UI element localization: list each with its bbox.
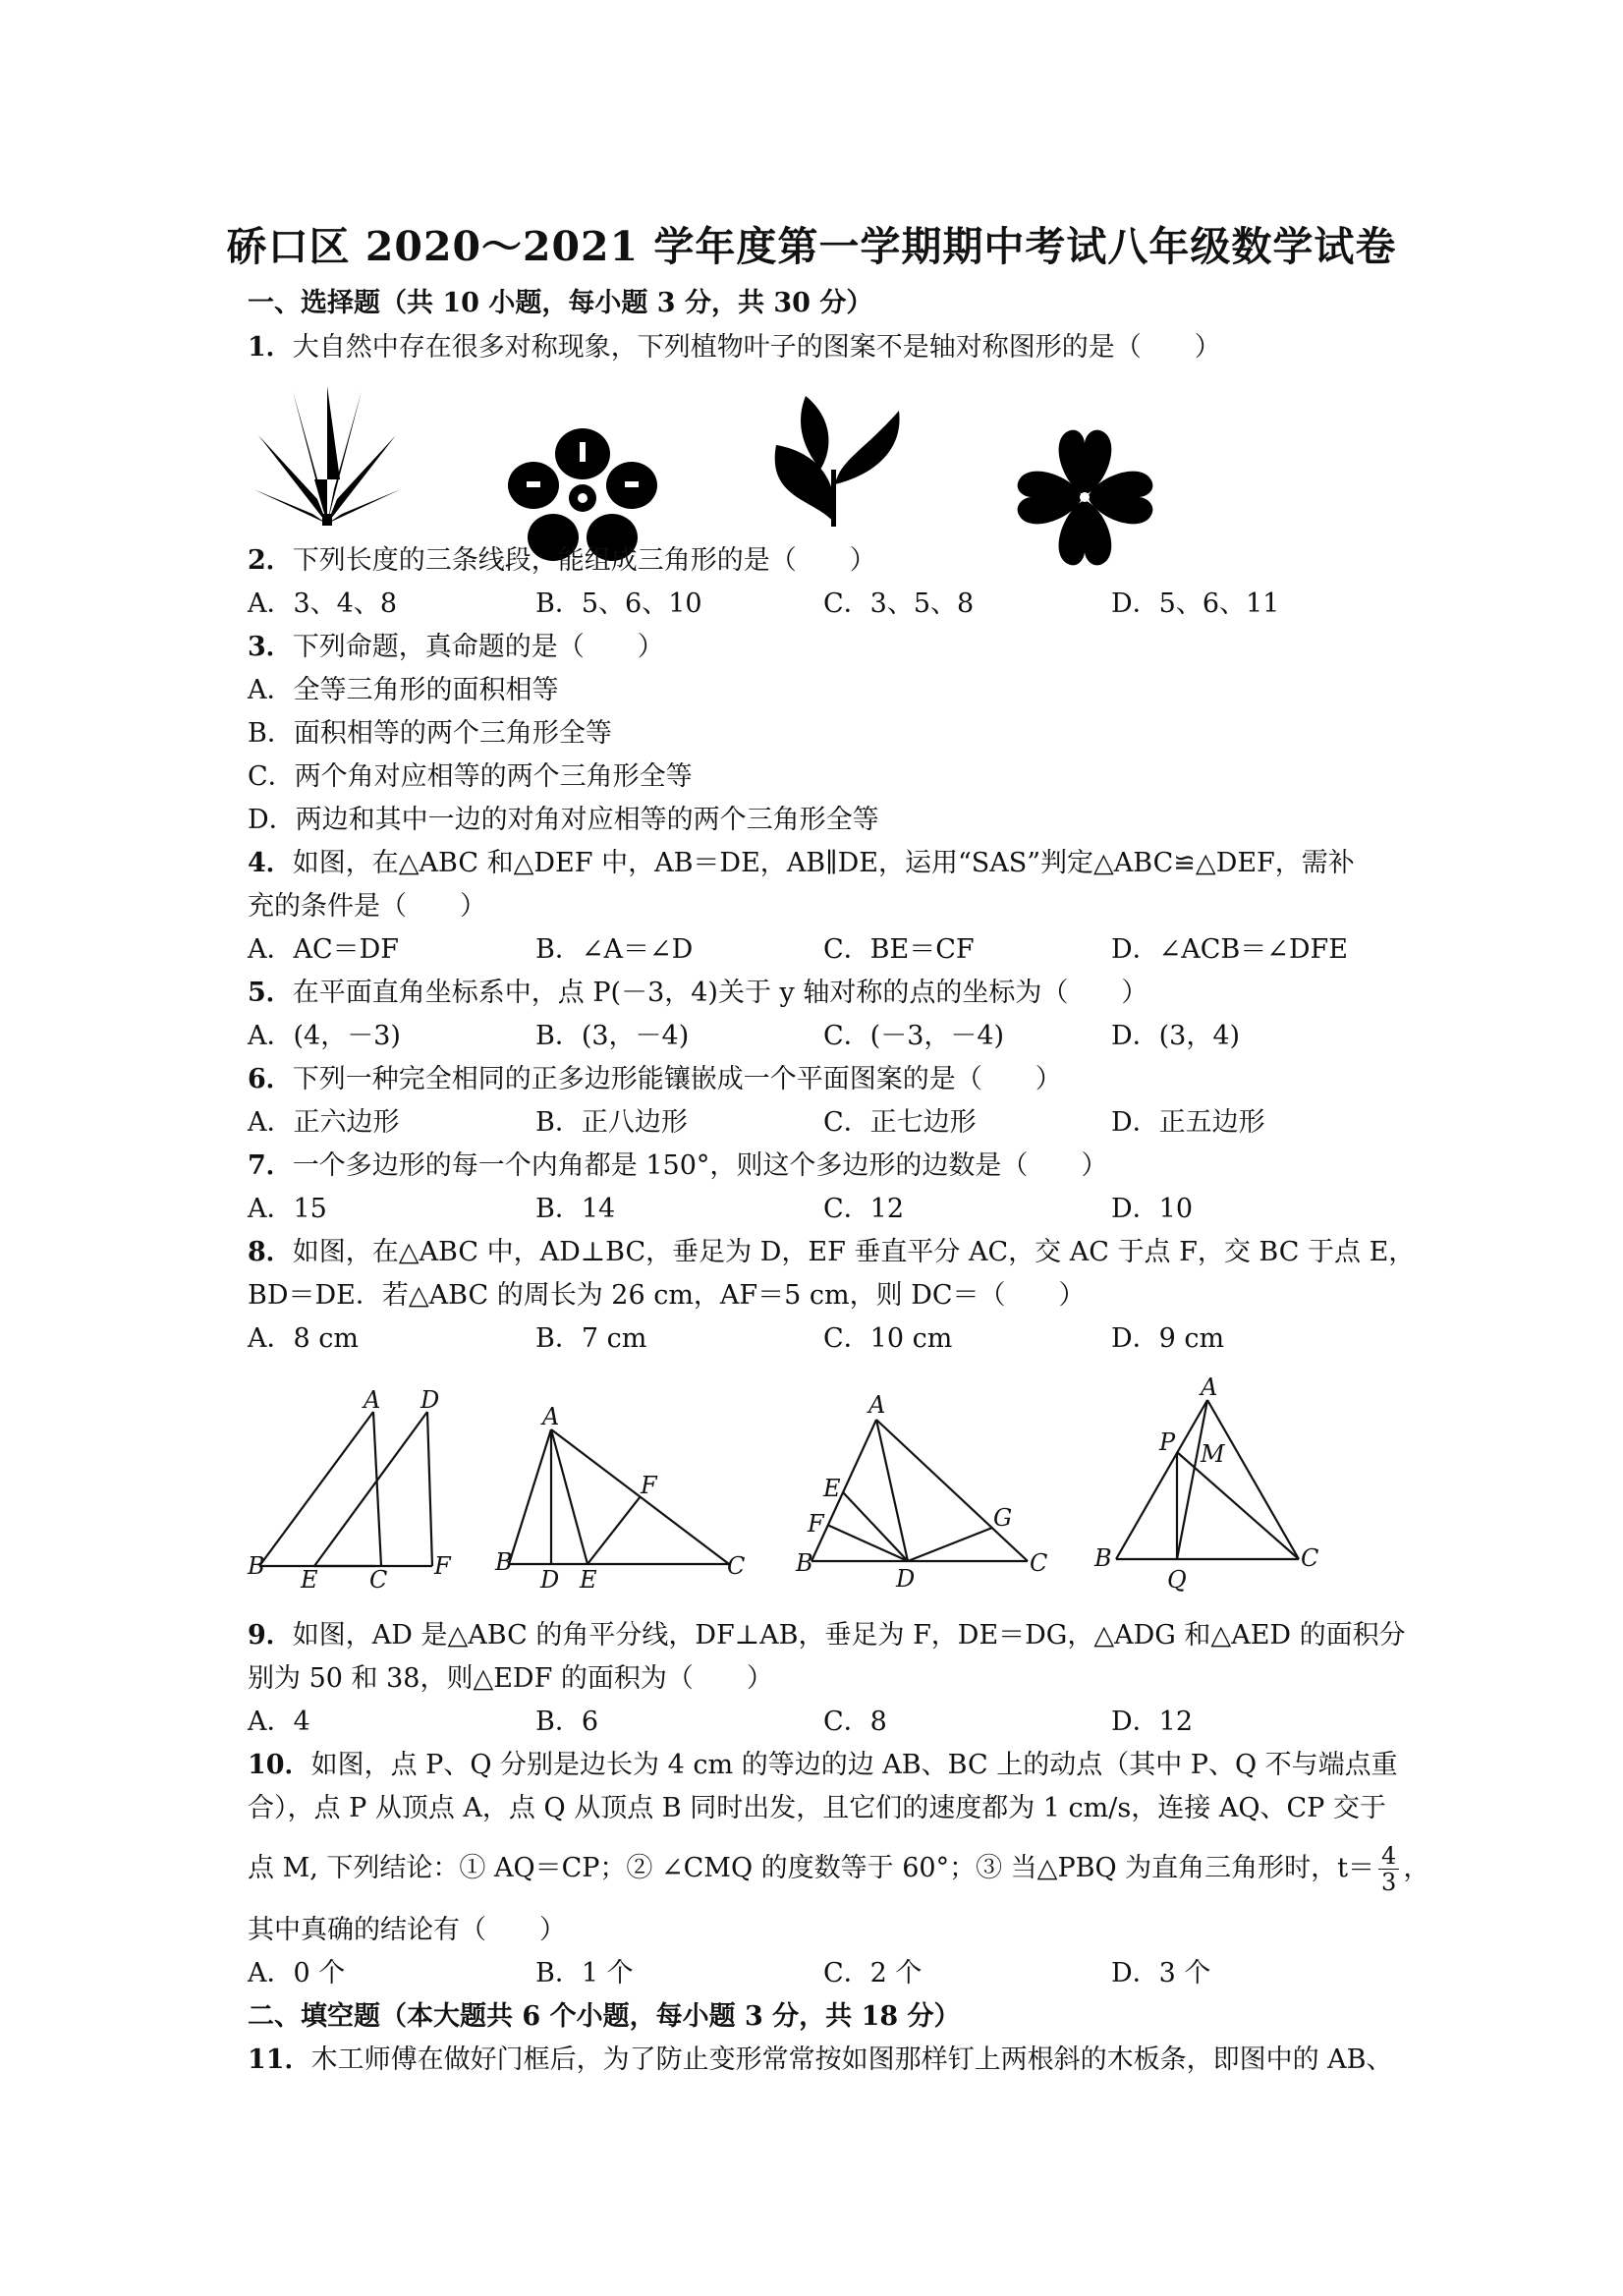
leaf-image-c bbox=[766, 391, 904, 529]
leaf-image-d bbox=[1014, 426, 1156, 569]
option-c: C．3、5、8 bbox=[823, 588, 975, 619]
question-number: 2． bbox=[248, 545, 293, 576]
label-a: A bbox=[1201, 1373, 1218, 1401]
question-text: 大自然中存在很多对称现象，下列植物叶子的图案不是轴对称图形的是（ ） bbox=[292, 332, 1221, 363]
question-10-cont-1: 合），点 P 从顶点 A，点 Q 从顶点 B 同时出发，且它们的速度都为 1 cm/s，连接 AQ、CP 交于 bbox=[248, 1793, 1386, 1823]
question-10-cont-3: 其中真确的结论有（ ） bbox=[248, 1915, 566, 1945]
label-f: F bbox=[808, 1510, 824, 1538]
option-c: C．BE＝CF bbox=[823, 934, 975, 965]
option-b: B．面积相等的两个三角形全等 bbox=[248, 718, 612, 749]
question-4 bbox=[248, 846, 1355, 881]
figure-q9 bbox=[786, 1380, 1071, 1596]
question-10-cont-2 bbox=[248, 1843, 1429, 1895]
punctuation: ， bbox=[1403, 1853, 1430, 1883]
question-number: 11． bbox=[248, 2044, 311, 2075]
question-9-cont: 别为 50 和 38，则△EDF 的面积为（ ） bbox=[248, 1663, 773, 1694]
label-b: B bbox=[796, 1549, 813, 1577]
question-text: 点 M, 下列结论：① AQ＝CP；② ∠CMQ 的度数等于 60°；③ 当△PBQ 为直角三角形时，t＝ bbox=[248, 1853, 1375, 1883]
label-c: C bbox=[1030, 1549, 1048, 1577]
label-d: D bbox=[540, 1566, 560, 1594]
label-q: Q bbox=[1167, 1566, 1187, 1594]
figure-q10 bbox=[1091, 1368, 1336, 1603]
label-e: E bbox=[301, 1566, 318, 1594]
question-text: 如图，在△ABC 中，AD⊥BC，垂足为 D，EF 垂直平分 AC，交 AC 于点 F，交 BC 于点 E， bbox=[292, 1237, 1416, 1267]
option-b: B．6 bbox=[535, 1707, 599, 1737]
question-4-cont: 充的条件是（ ） bbox=[248, 891, 486, 922]
question-number: 4． bbox=[248, 848, 293, 878]
option-a: A．(4，－3) bbox=[248, 1021, 401, 1051]
exam-title: 硚口区 2020～2021 学年度第一学期期中考试八年级数学试卷 bbox=[226, 223, 1397, 270]
option-c: C．2 个 bbox=[823, 1958, 923, 1988]
label-d: D bbox=[420, 1386, 440, 1414]
label-a: A bbox=[542, 1403, 560, 1430]
option-d: D．3 个 bbox=[1111, 1958, 1211, 1988]
question-text: 下列命题，真命题的是（ ） bbox=[292, 632, 664, 662]
label-d: D bbox=[896, 1565, 916, 1593]
option-d: D．9 cm bbox=[1111, 1323, 1225, 1354]
option-c: C．10 cm bbox=[823, 1323, 953, 1354]
label-a: A bbox=[868, 1391, 886, 1419]
label-p: P bbox=[1159, 1428, 1176, 1456]
figure-q4 bbox=[244, 1385, 460, 1594]
label-m: M bbox=[1201, 1440, 1225, 1468]
option-a: A．全等三角形的面积相等 bbox=[248, 675, 559, 705]
option-c: C．(－3，－4) bbox=[823, 1021, 1005, 1051]
option-b: B．(3，－4) bbox=[535, 1021, 690, 1051]
question-3 bbox=[248, 630, 664, 665]
question-11 bbox=[248, 2043, 1393, 2078]
question-text: 下列一种完全相同的正多边形能镶嵌成一个平面图案的是（ ） bbox=[292, 1064, 1062, 1094]
label-f: F bbox=[641, 1472, 657, 1499]
label-b: B bbox=[495, 1548, 513, 1576]
question-number: 9． bbox=[248, 1620, 293, 1651]
question-number: 3． bbox=[248, 632, 293, 662]
label-a: A bbox=[364, 1386, 381, 1414]
option-a: A．AC＝DF bbox=[248, 934, 400, 965]
option-c: C．8 bbox=[823, 1707, 887, 1737]
label-c: C bbox=[1301, 1544, 1319, 1572]
option-a: A．正六边形 bbox=[248, 1107, 400, 1138]
question-text: 如图，AD 是△ABC 的角平分线，DF⊥AB，垂足为 F，DE＝DG，△ADG 和△AED 的面积分 bbox=[292, 1620, 1406, 1651]
question-9 bbox=[248, 1618, 1406, 1653]
option-d: D．10 bbox=[1111, 1194, 1194, 1224]
question-10 bbox=[248, 1748, 1398, 1783]
question-2 bbox=[248, 543, 876, 579]
option-a: A．8 cm bbox=[248, 1323, 359, 1354]
question-5 bbox=[248, 976, 1147, 1011]
label-c: C bbox=[369, 1566, 388, 1594]
option-d: D．12 bbox=[1111, 1707, 1194, 1737]
option-b: B．1 个 bbox=[535, 1958, 634, 1988]
question-8-cont: BD＝DE．若△ABC 的周长为 26 cm，AF＝5 cm，则 DC＝（ ） bbox=[248, 1280, 1086, 1311]
question-number: 8． bbox=[248, 1237, 293, 1267]
fraction-denominator: 3 bbox=[1381, 1869, 1397, 1896]
option-d: D．正五边形 bbox=[1111, 1107, 1265, 1138]
section-1-heading: 一、选择题（共 10 小题，每小题 3 分，共 30 分） bbox=[248, 288, 873, 318]
question-number: 7． bbox=[248, 1150, 293, 1181]
option-a: A．4 bbox=[248, 1707, 310, 1737]
option-b: B．5、6、10 bbox=[535, 588, 702, 619]
label-f: F bbox=[434, 1552, 451, 1580]
option-c: C．12 bbox=[823, 1194, 905, 1224]
question-number: 10． bbox=[248, 1750, 311, 1780]
question-text: 如图，在△ABC 和△DEF 中，AB＝DE，AB∥DE，运用“SAS”判定△ABC≌△DEF，需补 bbox=[292, 848, 1355, 878]
leaf-image-b bbox=[509, 424, 656, 562]
question-text: 下列长度的三条线段，能组成三角形的是（ ） bbox=[292, 545, 876, 576]
question-text: 在平面直角坐标系中，点 P(－3，4)关于 y 轴对称的点的坐标为（ ） bbox=[292, 978, 1148, 1008]
option-d: D．两边和其中一边的对角对应相等的两个三角形全等 bbox=[248, 805, 879, 835]
label-c: C bbox=[727, 1552, 746, 1580]
option-a: A．3、4、8 bbox=[248, 588, 398, 619]
question-number: 1． bbox=[248, 332, 293, 363]
leaf-image-a bbox=[253, 381, 401, 529]
question-6 bbox=[248, 1062, 1062, 1097]
option-b: B．∠A＝∠D bbox=[535, 934, 694, 965]
question-8 bbox=[248, 1235, 1415, 1270]
question-text: 木工师傅在做好门框后，为了防止变形常常按如图那样钉上两根斜的木板条，即图中的 AB、 bbox=[310, 2044, 1393, 2075]
fraction-numerator: 4 bbox=[1378, 1843, 1399, 1870]
figure-q8 bbox=[491, 1395, 766, 1592]
label-b: B bbox=[248, 1552, 265, 1580]
option-c: C．正七边形 bbox=[823, 1107, 977, 1138]
question-number: 6． bbox=[248, 1064, 293, 1094]
option-b: B．14 bbox=[535, 1194, 616, 1224]
label-b: B bbox=[1094, 1544, 1112, 1572]
label-g: G bbox=[993, 1504, 1013, 1532]
option-b: B．正八边形 bbox=[535, 1107, 688, 1138]
question-text: 一个多边形的每一个内角都是 150°，则这个多边形的边数是（ ） bbox=[292, 1150, 1108, 1181]
option-a: A．15 bbox=[248, 1194, 327, 1224]
label-e: E bbox=[823, 1475, 841, 1502]
question-7 bbox=[248, 1148, 1107, 1184]
option-b: B．7 cm bbox=[535, 1323, 647, 1354]
option-c: C．两个角对应相等的两个三角形全等 bbox=[248, 761, 693, 792]
option-d: D．(3，4) bbox=[1111, 1021, 1241, 1051]
question-1 bbox=[248, 330, 1221, 365]
question-text: 如图，点 P、Q 分别是边长为 4 cm 的等边的边 AB、BC 上的动点（其中 P、Q 不与端点重 bbox=[310, 1750, 1398, 1780]
label-e: E bbox=[580, 1566, 597, 1594]
option-d: D．5、6、11 bbox=[1111, 588, 1280, 619]
option-a: A．0 个 bbox=[248, 1958, 346, 1988]
option-d: D．∠ACB＝∠DFE bbox=[1111, 934, 1348, 965]
fraction bbox=[1378, 1843, 1399, 1895]
question-number: 5． bbox=[248, 978, 293, 1008]
section-2-heading: 二、填空题（本大题共 6 个小题，每小题 3 分，共 18 分） bbox=[248, 2001, 961, 2032]
